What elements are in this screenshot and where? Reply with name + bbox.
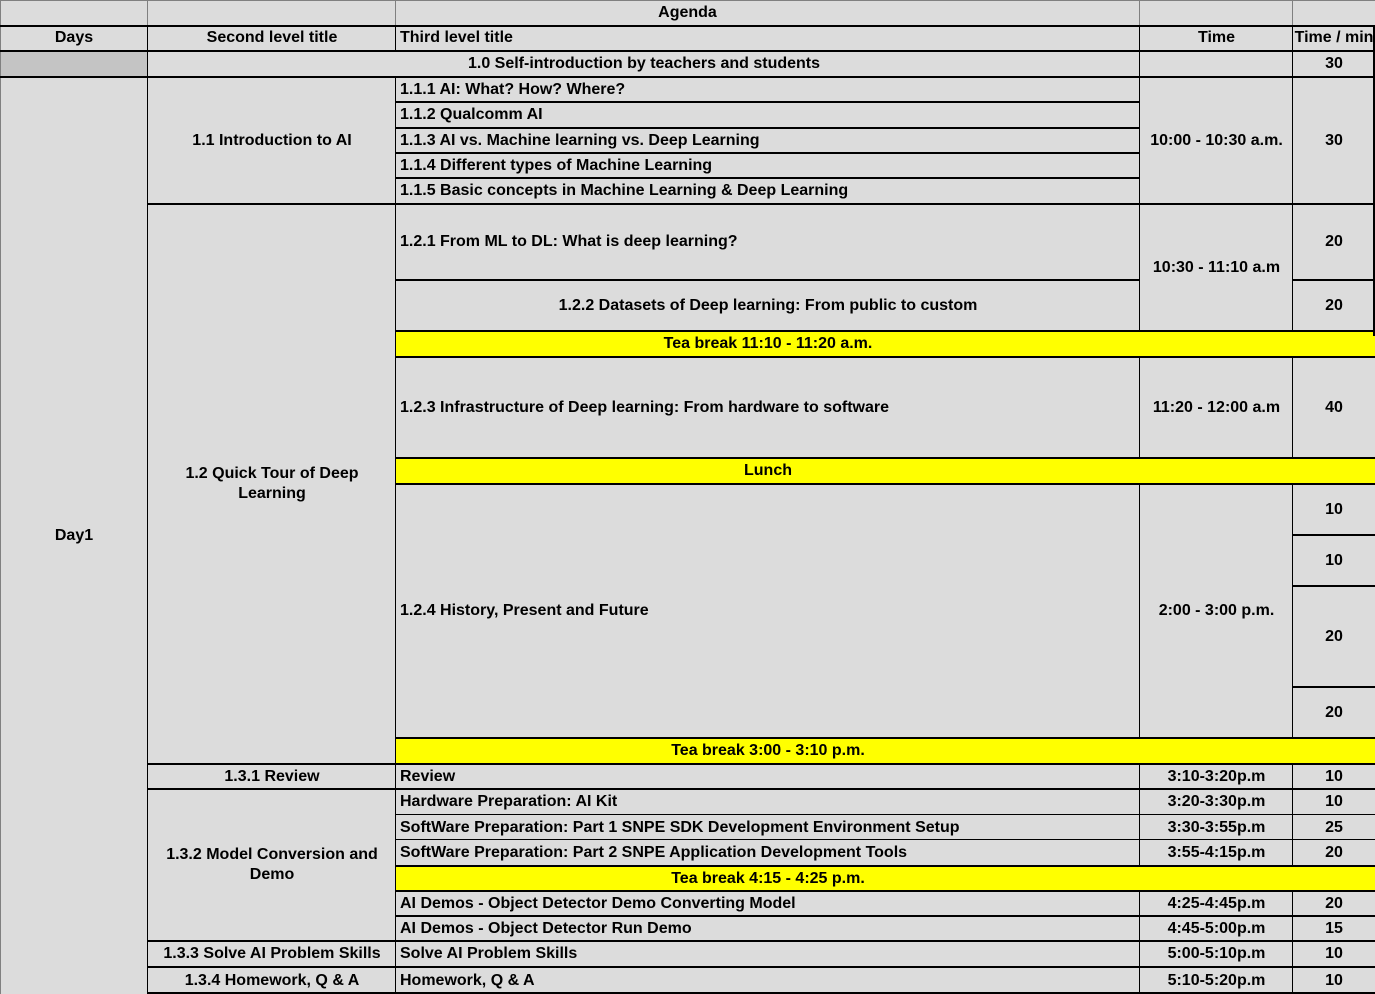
section-1-3-4-title: 1.3.4 Homework, Q & A [148, 967, 396, 994]
section-1-3-2-title: 1.3.2 Model Conversion and Demo [148, 789, 396, 941]
header-days: Days [0, 25, 148, 51]
tea-break-1: Tea break 11:10 - 11:20 a.m. [396, 331, 1140, 357]
tea-break-3: Tea break 4:15 - 4:25 p.m. [396, 866, 1140, 891]
grid-line [1292, 0, 1293, 25]
grid-line [0, 76, 1375, 78]
section-1-3-2-time-4: 4:25-4:45p.m [1140, 891, 1293, 916]
section-1-3-3-minutes: 10 [1293, 941, 1375, 967]
section-1-3-4-minutes: 10 [1293, 967, 1375, 994]
intro-minutes: 30 [1293, 51, 1375, 77]
section-1-3-2-item-5: AI Demos - Object Detector Run Demo [396, 916, 1140, 941]
lunch-row-fill [1140, 458, 1375, 484]
section-1-3-2-time-5: 4:45-5:00p.m [1140, 916, 1293, 941]
grid-line [148, 203, 1375, 205]
section-1-3-2-minutes-4: 20 [1293, 891, 1375, 916]
grid-line [148, 966, 1375, 968]
section-1-1-title: 1.1 Introduction to AI [148, 77, 396, 204]
item-1-2-2: 1.2.2 Datasets of Deep learning: From public to custom [396, 280, 1140, 331]
item-1-2-4-minutes-4: 20 [1293, 687, 1375, 738]
section-1-3-2-item-1: Hardware Preparation: AI Kit [396, 789, 1140, 815]
grid-line [0, 0, 1375, 1]
section-1-3-2-item-3: SoftWare Preparation: Part 2 SNPE Application Development Tools [396, 840, 1140, 866]
grid-line [0, 0, 1, 994]
item-1-2-4-time: 2:00 - 3:00 p.m. [1140, 484, 1293, 738]
grid-line [396, 177, 1140, 179]
grid-line [396, 483, 1375, 485]
grid-line [396, 152, 1140, 154]
grid-line [396, 865, 1375, 867]
grid-line [1139, 484, 1140, 738]
section-1-3-2-minutes-2: 25 [1293, 815, 1375, 840]
tea-break-2: Tea break 3:00 - 3:10 p.m. [396, 738, 1140, 764]
section-1-3-1-title: 1.3.1 Review [148, 764, 396, 789]
grid-line [148, 788, 1375, 790]
section-1-3-3-time: 5:00-5:10p.m [1140, 941, 1293, 967]
grid-line [396, 101, 1140, 103]
grid-line [1139, 764, 1140, 866]
grid-line [1292, 357, 1293, 458]
grid-line [1293, 279, 1375, 281]
section-1-3-4-time: 5:10-5:20p.m [1140, 967, 1293, 994]
grid-line [396, 330, 1375, 332]
section-1-3-2-item-4: AI Demos - Object Detector Demo Converting Model [396, 891, 1140, 916]
tea-break-1-minutes-cell [1293, 331, 1375, 357]
grid-line [396, 915, 1375, 917]
grid-line [1292, 764, 1293, 866]
section-1-3-1-item: Review [396, 764, 1140, 789]
item-1-2-3: 1.2.3 Infrastructure of Deep learning: From hardware to software [396, 357, 1140, 458]
item-1-2-1-minutes: 20 [1293, 204, 1375, 280]
section-1-3-1-time: 3:10-3:20p.m [1140, 764, 1293, 789]
item-1-2-3-minutes: 40 [1293, 357, 1375, 458]
section-1-2-time-a: 10:30 - 11:10 a.m [1140, 204, 1293, 331]
item-1-2-3-time: 11:20 - 12:00 a.m [1140, 357, 1293, 458]
grid-line [1292, 891, 1293, 994]
day-label: Day1 [0, 77, 148, 994]
grid-line [1139, 891, 1140, 994]
item-1-1-3: 1.1.3 AI vs. Machine learning vs. Deep Learning [396, 128, 1140, 153]
grid-line [396, 127, 1140, 129]
grid-line [395, 77, 396, 994]
agenda-title: Agenda [0, 0, 1375, 25]
section-1-3-4-item: Homework, Q & A [396, 967, 1140, 994]
item-1-2-2-minutes: 20 [1293, 280, 1375, 331]
intro-days-cell [0, 51, 148, 77]
section-1-3-1-minutes: 10 [1293, 764, 1375, 789]
grid-line [396, 839, 1375, 840]
section-1-3-2-time-2: 3:30-3:55p.m [1140, 815, 1293, 840]
grid-line [147, 0, 148, 25]
grid-line [148, 940, 1375, 942]
grid-line [147, 25, 148, 994]
item-1-2-4-minutes-2: 10 [1293, 535, 1375, 586]
item-1-2-4: 1.2.4 History, Present and Future [396, 484, 1140, 738]
grid-line [396, 737, 1375, 739]
grid-line [396, 890, 1375, 892]
tea-break-1-time-cell [1140, 331, 1293, 357]
grid-line [1139, 0, 1140, 25]
section-1-3-3-item: Solve AI Problem Skills [396, 941, 1140, 967]
grid-line [396, 814, 1375, 815]
grid-line [396, 457, 1375, 459]
item-1-1-2: 1.1.2 Qualcomm AI [396, 102, 1140, 128]
tea-break-2-fill [1140, 738, 1375, 764]
item-1-1-1: 1.1.1 AI: What? How? Where? [396, 77, 1140, 102]
grid-line [1293, 686, 1375, 688]
item-1-2-4-minutes-3: 20 [1293, 586, 1375, 687]
intro-time-cell [1140, 51, 1293, 77]
item-1-2-4-minutes-1: 10 [1293, 484, 1375, 535]
grid-line [396, 279, 1140, 281]
grid-line [0, 50, 1375, 52]
lunch-row: Lunch [396, 458, 1140, 484]
grid-line [0, 25, 1375, 27]
section-1-3-2-minutes-1: 10 [1293, 789, 1375, 815]
grid-line [1293, 534, 1375, 536]
section-1-1-time: 10:00 - 10:30 a.m. [1140, 77, 1293, 204]
grid-line [395, 0, 396, 25]
item-1-2-1: 1.2.1 From ML to DL: What is deep learning? [396, 204, 1140, 280]
grid-line [1139, 357, 1140, 458]
grid-line [1292, 484, 1293, 738]
section-1-3-2-item-2: SoftWare Preparation: Part 1 SNPE SDK Development Environment Setup [396, 815, 1140, 840]
grid-line [148, 763, 1375, 765]
grid-line [1293, 585, 1375, 587]
header-time: Time [1140, 25, 1293, 51]
tea-break-3-fill [1140, 866, 1375, 891]
section-1-3-2-minutes-5: 15 [1293, 916, 1375, 941]
section-1-3-3-title: 1.3.3 Solve AI Problem Skills [148, 941, 396, 967]
section-1-3-2-minutes-3: 20 [1293, 840, 1375, 866]
section-1-2-title: 1.2 Quick Tour of Deep Learning [148, 204, 396, 764]
grid-line [396, 356, 1375, 358]
section-1-1-minutes: 30 [1293, 77, 1375, 204]
header-second-level-title: Second level title [148, 25, 396, 51]
header-time-min: Time / min [1293, 25, 1375, 51]
intro-title: 1.0 Self-introduction by teachers and students [148, 51, 1140, 77]
grid-line [1292, 25, 1293, 331]
section-1-3-2-time-1: 3:20-3:30p.m [1140, 789, 1293, 815]
grid-line [395, 25, 396, 51]
item-1-1-4: 1.1.4 Different types of Machine Learning [396, 153, 1140, 178]
item-1-1-5: 1.1.5 Basic concepts in Machine Learning & Deep Learning [396, 178, 1140, 204]
section-1-3-2-time-3: 3:55-4:15p.m [1140, 840, 1293, 866]
header-third-level-title: Third level title [396, 25, 1140, 51]
